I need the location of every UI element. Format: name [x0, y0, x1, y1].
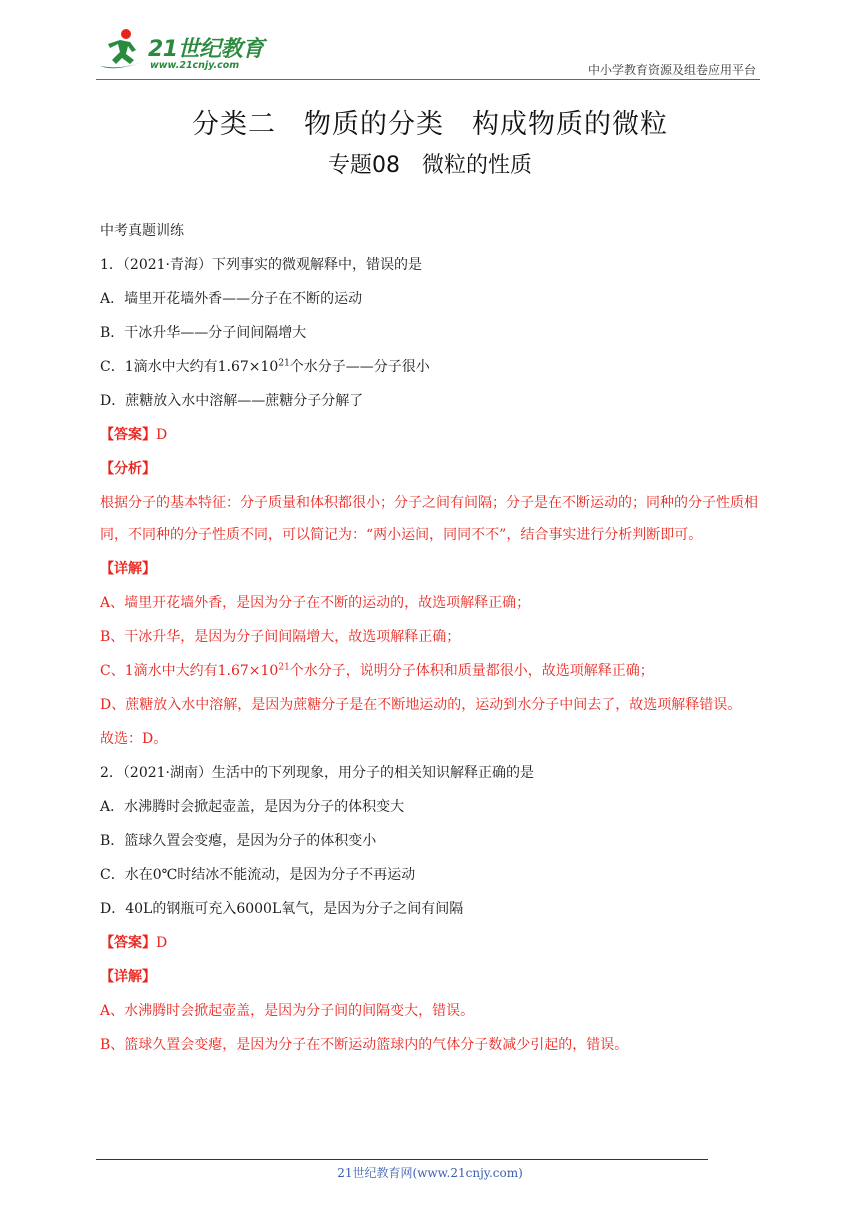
runner-logo-icon	[96, 26, 152, 78]
q1-conclusion: 故选：D。	[100, 731, 168, 747]
q2-detail-a: A、水沸腾时会掀起壶盖，是因为分子间的间隔变大，错误。	[100, 1003, 475, 1019]
q2-detail-label: 【详解】	[100, 969, 156, 985]
footer-divider	[96, 1159, 708, 1160]
q1-detail-label: 【详解】	[100, 561, 156, 577]
q2-detail-b: B、篮球久置会变瘪，是因为分子在不断运动篮球内的气体分子数减少引起的，错误。	[100, 1037, 629, 1053]
q1-option-c-text: C．1滴水中大约有1.67×10	[100, 359, 279, 375]
q1-detail-c-exponent: 21	[278, 662, 290, 673]
logo-text: 21世纪教育	[148, 37, 264, 62]
document-body	[100, 222, 764, 1070]
page-title: 分类二 物质的分类 构成物质的微粒	[192, 109, 668, 140]
q1-detail-c-text: C、1滴水中大约有1.67×10	[100, 663, 279, 679]
q2-answer	[100, 934, 764, 952]
q1-option-b: B．干冰升华——分子间间隔增大	[100, 325, 307, 341]
q1-option-c-rest: 个水分子——分子很小	[289, 359, 430, 375]
q1-detail-a: A、墙里开花墙外香，是因为分子在不断的运动的，故选项解释正确；	[100, 595, 531, 611]
q1-analysis-label: 【分析】	[100, 461, 156, 477]
q2-option-d: D．40L的钢瓶可充入6000L氧气，是因为分子之间有间隔	[100, 901, 464, 917]
q1-option-c-exponent: 21	[278, 358, 290, 369]
q2-option-a: A．水沸腾时会掀起壶盖，是因为分子的体积变大	[100, 799, 405, 815]
q2-option-b: B．篮球久置会变瘪，是因为分子的体积变小	[100, 833, 377, 849]
page-footer[interactable]: 21世纪教育网(www.21cnjy.com)	[337, 1166, 523, 1180]
q1-stem: 1．（2021·青海）下列事实的微观解释中，错误的是	[100, 257, 422, 273]
q1-detail-c-rest: 个水分子，说明分子体积和质量都很小，故选项解释正确；	[289, 663, 654, 679]
page-header	[96, 26, 760, 80]
page-subtitle: 专题08 微粒的性质	[328, 153, 532, 178]
q1-detail-d: D、蔗糖放入水中溶解，是因为蔗糖分子是在不断地运动的，运动到水分子中间去了，故选项解释错误。	[100, 697, 742, 713]
q2-answer-value: D	[156, 935, 168, 951]
q1-answer-value: D	[156, 427, 168, 443]
platform-name: 中小学教育资源及组卷应用平台	[587, 63, 756, 77]
q2-answer-label: 【答案】	[100, 935, 156, 951]
logo	[96, 26, 266, 78]
q1-analysis-text: 根据分子的基本特征：分子质量和体积都很小；分子之间有间隔；分子是在不断运动的；同种的分子性质相同，不同种的分子性质不同，可以简记为：“两小运间，同同不不”，结合事实进行分析判断即可。	[100, 495, 758, 543]
q1-option-a: A．墙里开花墙外香——分子在不断的运动	[100, 291, 363, 307]
q1-answer-label: 【答案】	[100, 427, 156, 443]
q1-option-d: D．蔗糖放入水中溶解——蔗糖分子分解了	[100, 393, 364, 409]
logo-url: www.21cnjy.com	[150, 60, 240, 71]
q1-option-c	[100, 358, 764, 376]
q1-answer	[100, 426, 764, 444]
section-heading: 中考真题训练	[100, 223, 184, 239]
q2-stem: 2．（2021·湖南）生活中的下列现象，用分子的相关知识解释正确的是	[100, 765, 534, 781]
header-divider	[96, 79, 760, 80]
q1-detail-b: B、干冰升华，是因为分子间间隔增大，故选项解释正确；	[100, 629, 461, 645]
q2-option-c: C．水在0℃时结冰不能流动，是因为分子不再运动	[100, 867, 416, 883]
q1-detail-c	[100, 662, 764, 680]
